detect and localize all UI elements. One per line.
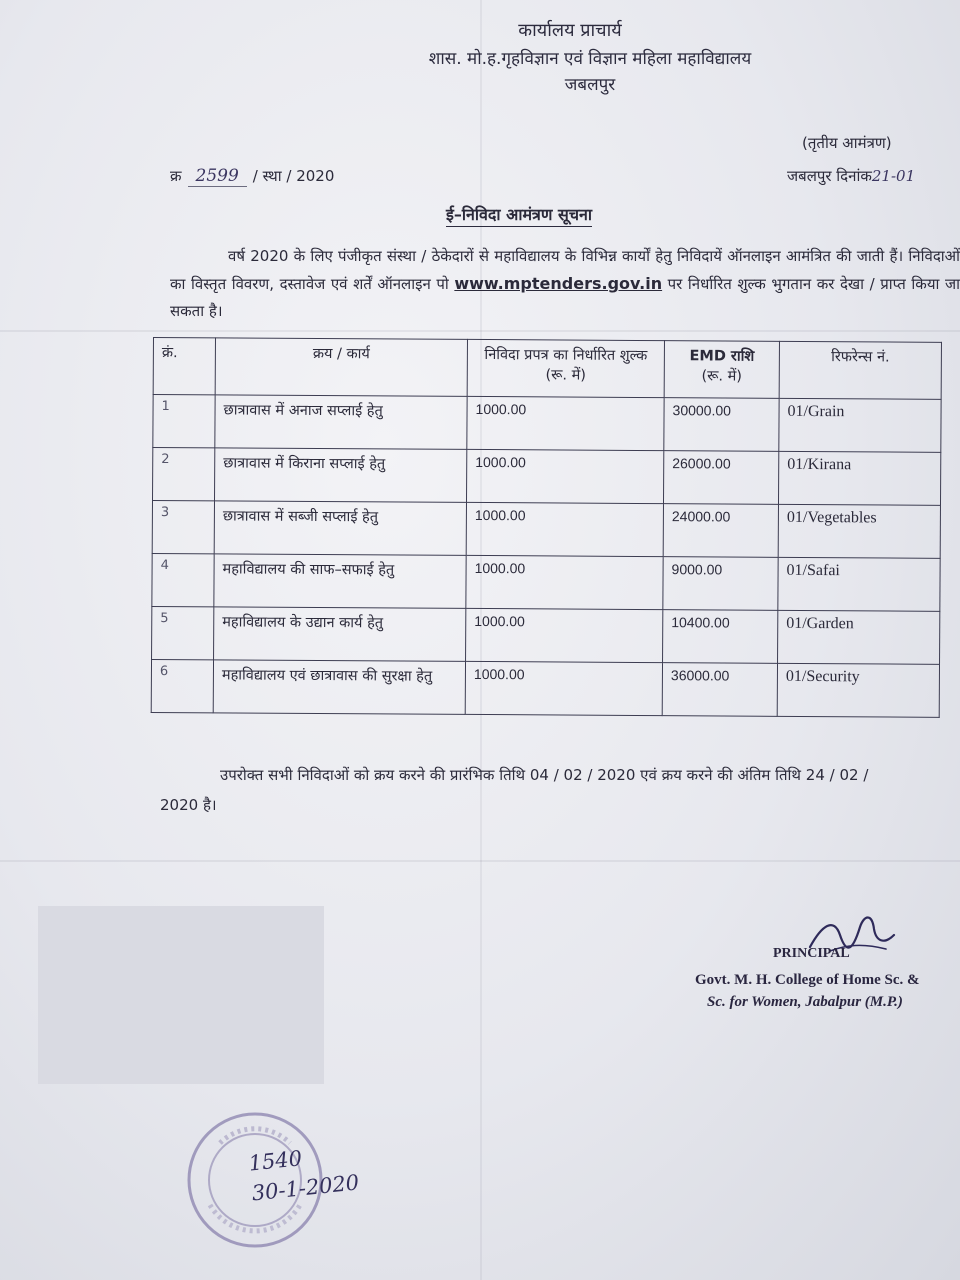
table-row — [153, 395, 941, 453]
reference-handwritten-number: 2599 — [188, 166, 247, 187]
signatory-block — [695, 943, 920, 1013]
table-header-row — [153, 338, 941, 400]
header-sn: क्रं. — [153, 338, 215, 395]
row-emd: 36000.00 — [662, 663, 777, 717]
row-work: महाविद्यालय एवं छात्रावास की सुरक्षा हेतु — [213, 660, 465, 715]
row-work: महाविद्यालय के उद्यान कार्य हेतु — [214, 607, 466, 662]
row-emd: 24000.00 — [663, 504, 778, 558]
stamp-inward-date: 30-1-2020 — [250, 1170, 361, 1206]
stamp-handwritten-entry — [247, 1138, 360, 1209]
intro-text: वर्ष 2020 के लिए पंजीकृत संस्था / ठेकेदारों से महाविद्यालय के विभिन्न कार्यों हेतु निविदायें ऑनलाइन आमंत्रित की जाती हैं। निविदाओं का विस्तृत विवरण, दस्तावेज एवं शर्तें ऑनलाइन पो — [170, 247, 960, 293]
intro-text-after-url: पर निर्धारित शुल्क भुगतान कर देखा / प्राप्त किया जा सकता है। — [170, 275, 960, 320]
row-sn: 6 — [151, 659, 213, 712]
table-row — [151, 659, 939, 717]
row-ref: 01/Vegetables — [778, 504, 940, 558]
table-row — [152, 501, 940, 559]
row-ref: 01/Grain — [779, 398, 941, 452]
signatory-title: PRINCIPAL — [773, 946, 850, 961]
notice-title: ई–निविदा आमंत्रण सूचना — [446, 203, 592, 227]
intro-paragraph — [170, 243, 960, 327]
row-sn: 3 — [152, 501, 214, 554]
row-fee: 1000.00 — [466, 449, 663, 503]
place-date-label: जबलपुर दिनांक — [787, 167, 872, 185]
row-ref: 01/Kirana — [778, 451, 940, 505]
row-fee: 1000.00 — [466, 608, 663, 662]
stamp-inward-number: 1540 — [247, 1146, 304, 1176]
redacted-area — [38, 906, 324, 1084]
row-sn: 2 — [153, 448, 215, 501]
tender-website-link[interactable]: www.mptenders.gov.in — [454, 274, 663, 293]
row-sn: 4 — [152, 553, 214, 606]
row-fee: 1000.00 — [466, 555, 663, 609]
reference-prefix: क्र — [170, 167, 182, 185]
reference-number — [170, 166, 334, 187]
row-emd: 9000.00 — [663, 557, 778, 611]
row-fee: 1000.00 — [467, 396, 664, 450]
row-work: छात्रावास में सब्जी सप्लाई हेतु — [214, 501, 466, 556]
row-ref: 01/Security — [777, 663, 939, 717]
header-work: क्रय / कार्य — [215, 338, 467, 397]
row-fee: 1000.00 — [466, 502, 663, 556]
row-emd: 30000.00 — [664, 398, 779, 452]
row-sn: 5 — [152, 606, 214, 659]
signatory-college-line2: Sc. for Women, Jabalpur (M.P.) — [707, 994, 903, 1010]
row-sn: 1 — [153, 395, 215, 448]
header-emd-top: EMD राशि — [689, 348, 755, 365]
row-work: महाविद्यालय की साफ–सफाई हेतु — [214, 554, 466, 609]
dates-note: उपरोक्त सभी निविदाओं को क्रय करने की प्रारंभिक तिथि 04 / 02 / 2020 एवं क्रय करने की अंतिम तिथि 24 / 02 / 2020 है। — [160, 766, 869, 814]
row-emd: 26000.00 — [663, 451, 778, 505]
header-emd-bottom: (रू. में) — [701, 368, 743, 385]
place-date — [787, 166, 915, 186]
signatory-college-line1: Govt. M. H. College of Home Sc. & — [695, 972, 920, 988]
table-row — [152, 606, 940, 664]
row-emd: 10400.00 — [663, 610, 778, 664]
reference-suffix: / स्था / 2020 — [252, 167, 335, 185]
row-work: छात्रावास में अनाज सप्लाई हेतु — [215, 395, 467, 450]
notice-round: (तृतीय आमंत्रण) — [802, 134, 892, 152]
row-fee: 1000.00 — [465, 661, 662, 715]
header-emd — [664, 341, 779, 399]
header-city: जबलपुर — [564, 75, 616, 95]
row-work: छात्रावास में किराना सप्लाई हेतु — [215, 448, 467, 503]
table-row — [153, 448, 941, 506]
header-fee: निविदा प्रपत्र का निर्धारित शुल्क (रू. में) — [467, 339, 664, 397]
header-college: शास. मो.ह.गृहविज्ञान एवं विज्ञान महिला महाविद्यालय — [428, 49, 752, 69]
header-office: कार्यालय प्राचार्य — [518, 20, 622, 41]
header-ref: रिफरेन्स नं. — [779, 341, 941, 399]
tender-table — [151, 337, 942, 718]
row-ref: 01/Garden — [778, 610, 940, 664]
row-ref: 01/Safai — [778, 557, 940, 611]
table-row — [152, 553, 940, 611]
place-date-handwritten: 21-01 — [871, 167, 916, 185]
